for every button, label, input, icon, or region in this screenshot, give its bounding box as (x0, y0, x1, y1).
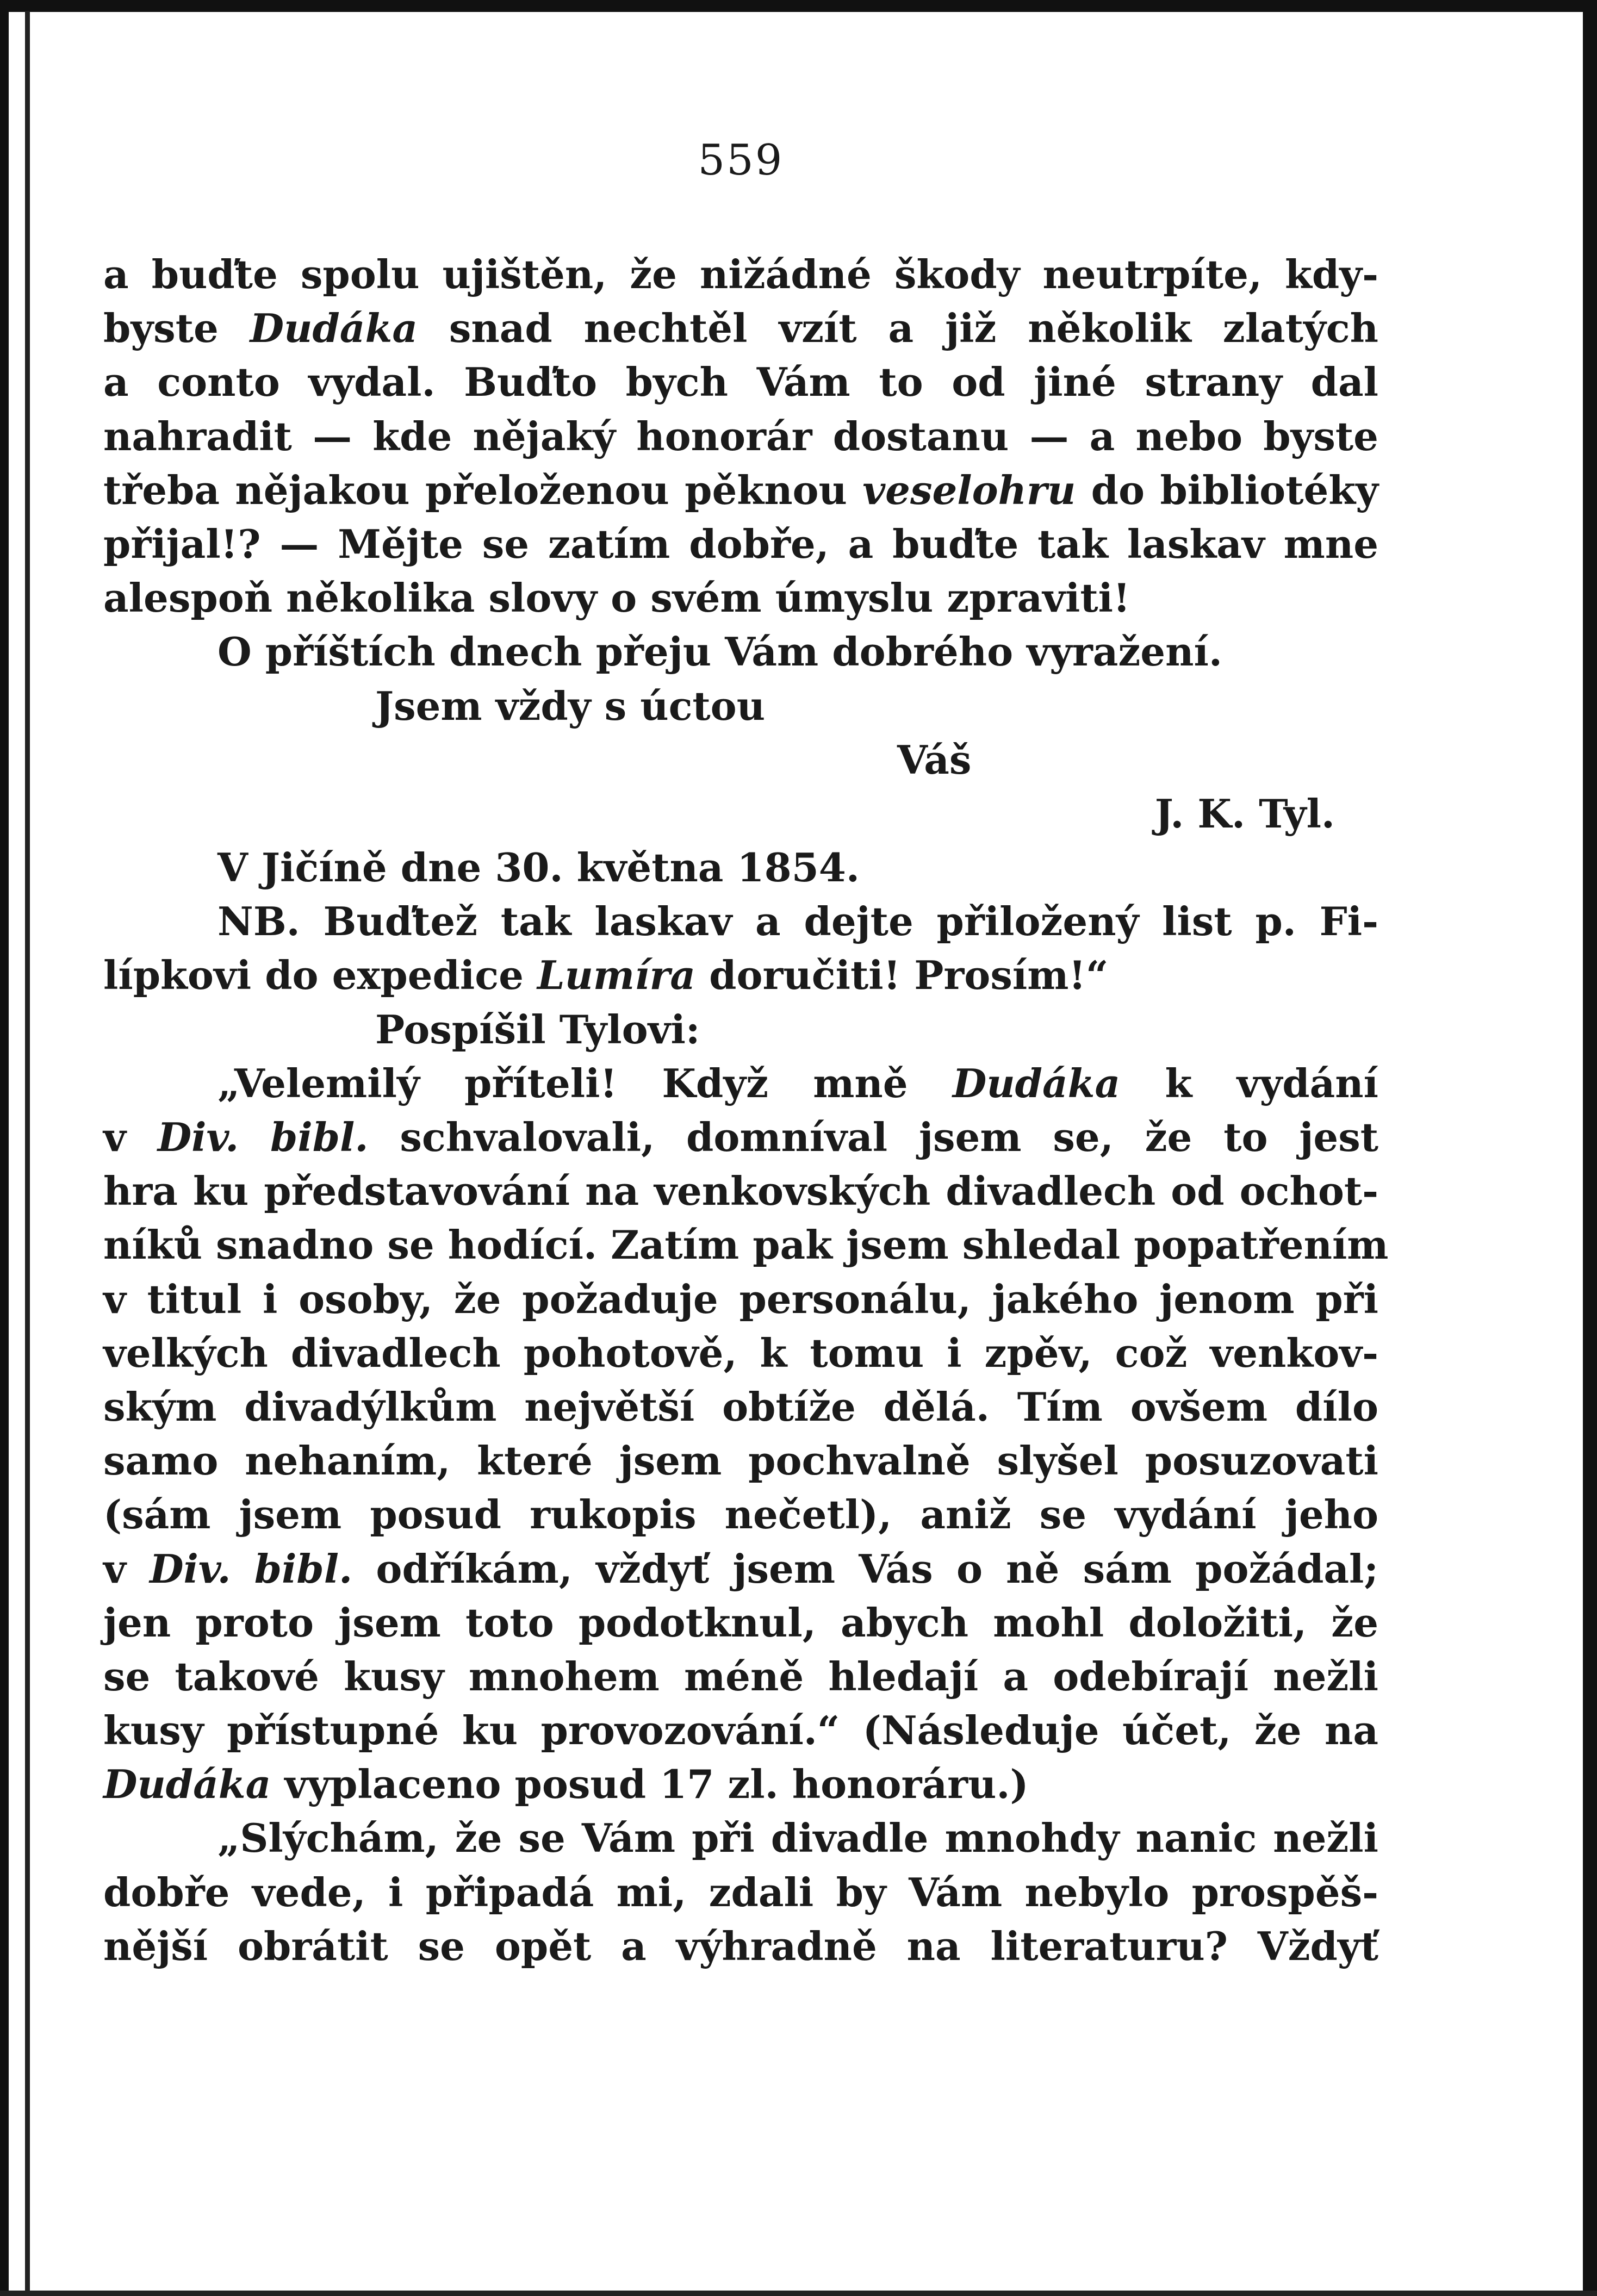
italic-title: Lumíra (537, 952, 696, 999)
text-line: se takové kusy mnohem méně hledají a odebírají nežli (103, 1653, 1378, 1700)
text-line: kusy přístupné ku provozování.“ (Následuje účet, že na (103, 1707, 1378, 1754)
italic-title: Dudáka (250, 305, 418, 352)
text-line: a conto vydal. Buďto bych Vám to od jiné strany dal (103, 359, 1378, 406)
text-line: jen proto jsem toto podotknul, abych mohl doložiti, že (103, 1599, 1378, 1646)
text-line: lípkovi do expedice Lumíra doručiti! Prosím!“ (103, 952, 1109, 999)
page-number: 559 (698, 136, 784, 185)
closing-vas: Váš (897, 736, 972, 783)
text-line: třeba nějakou přeloženou pěknou veselohru do bibliotéky (103, 466, 1378, 513)
italic-title: Dudáka (103, 1761, 271, 1808)
text-line: velkých divadlech pohotově, k tomu i zpěv, což venkov- (103, 1329, 1378, 1376)
text-line: nější obrátit se opět a výhradně na literaturu? Vždyť (103, 1922, 1378, 1969)
text-line: a buďte spolu ujištěn, že nižádné škody neutrpíte, kdy- (103, 251, 1378, 297)
text-line: alespoň několika slovy o svém úmyslu zpraviti! (103, 575, 1130, 621)
page-text (103, 247, 1389, 1973)
italic-title: Div. bibl. (157, 1114, 369, 1160)
text-line: (sám jsem posud rukopis nečetl), aniž se vydání jeho (103, 1491, 1378, 1538)
scan-border-right (1583, 0, 1597, 2296)
text-line: v Div. bibl. odříkám, vždyť jsem Vás o ně sám požádal; (103, 1545, 1378, 1592)
italic-title: veselohru (862, 466, 1076, 513)
text-line: samo nehaním, které jsem pochvalně slyšel posuzovati (103, 1438, 1378, 1484)
text-line: níků snadno se hodící. Zatím pak jsem shledal popatřením (103, 1222, 1389, 1268)
letter-heading: Pospíšil Tylovi: (375, 1006, 700, 1053)
text-line: Dudáka vyplaceno posud 17 zl. honoráru.) (103, 1761, 1029, 1808)
text-line: ským divadýlkům největší obtíže dělá. Tím ovšem dílo (103, 1383, 1378, 1430)
text-line: v titul i osoby, že požaduje personálu, jakého jenom při (103, 1275, 1378, 1322)
text-line: NB. Buďtež tak laskav a dejte přiložený list p. Fi- (218, 898, 1378, 945)
scan-border-left (0, 0, 9, 2296)
text-line: nahradit — kde nějaký honorár dostanu — a nebo byste (103, 413, 1378, 459)
text-line: „Velemilý příteli! Když mně Dudáka k vydání (218, 1060, 1379, 1106)
text-line: byste Dudáka snad nechtěl vzít a již několik zlatých (103, 305, 1378, 352)
text-line: O příštích dnech přeju Vám dobrého vyražení. (218, 629, 1222, 675)
date-line: V Jičíně dne 30. května 1854. (218, 844, 860, 891)
scan-border-left-inner (25, 11, 30, 2296)
closing-line: Jsem vždy s úctou (375, 682, 766, 729)
text-line: v Div. bibl. schvalovali, domníval jsem se, že to jest (103, 1114, 1379, 1160)
text-line: „Slýchám, že se Vám při divadle mnohdy nanic nežli (218, 1815, 1378, 1862)
text-line: hra ku představování na venkovských divadlech od ochot- (103, 1168, 1378, 1215)
scan-border-bottom (0, 2291, 1597, 2296)
scan-border-top (0, 0, 1597, 12)
italic-title: Div. bibl. (150, 1545, 353, 1592)
signature: J. K. Tyl. (1154, 790, 1335, 837)
text-line: přijal!? — Mějte se zatím dobře, a buďte tak laskav mne (103, 520, 1378, 567)
italic-title: Dudáka (952, 1060, 1121, 1106)
text-line: dobře vede, i připadá mi, zdali by Vám nebylo prospěš- (103, 1869, 1378, 1915)
